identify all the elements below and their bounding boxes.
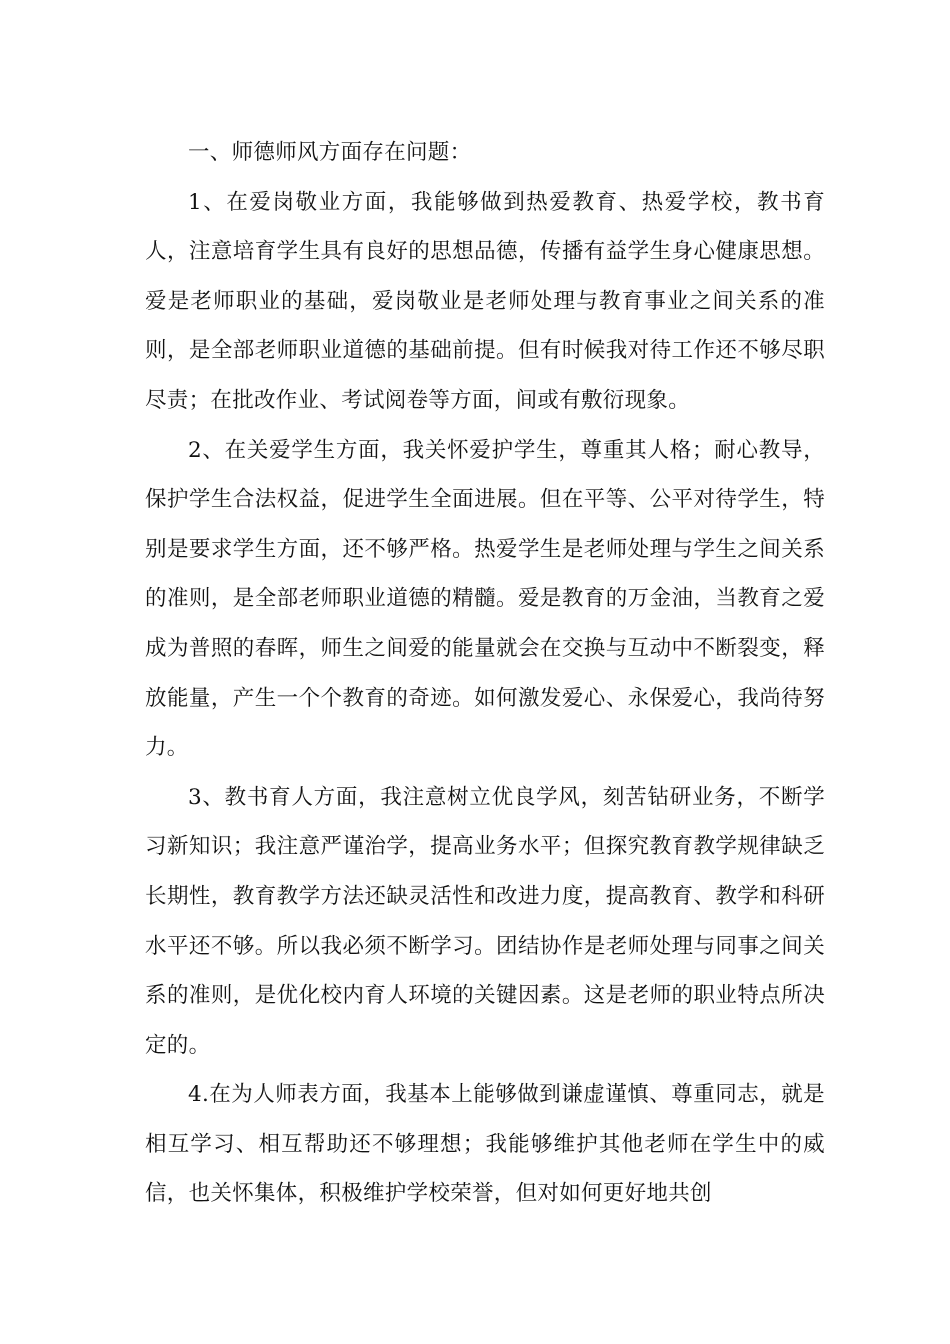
paragraph-3: 3、教书育人方面，我注意树立优良学风，刻苦钻研业务，不断学习新知识；我注意严谨治学，提高业务水平；但探究教育教学规律缺乏长期性，教育教学方法还缺灵活性和改进力度，提高教育、教学和科研水平还不够。所以我必须不断学习。团结协作是老师处理与同事之间关系的准则，是优化校内育人环境的关键因素。这是老师的职业特点所决定的。 (145, 784, 825, 1058)
paragraph-4: 4.在为人师表方面，我基本上能够做到谦虚谨慎、尊重同志，就是相互学习、相互帮助还不够理想；我能够维护其他老师在学生中的威信，也关怀集体，积极维护学校荣誉，但对如何更好地共创 (145, 1082, 825, 1207)
document-body (145, 128, 825, 1219)
section-heading: 一、师德师风方面存在问题： (188, 140, 472, 165)
paragraph-1: 1、在爱岗敬业方面，我能够做到热爱教育、热爱学校，教书育人，注意培育学生具有良好的思想品德，传播有益学生身心健康思想。爱是老师职业的基础，爱岗敬业是老师处理与教育事业之间关系的准则，是全部老师职业道德的基础前提。但有时候我对待工作还不够尽职尽责；在批改作业、考试阅卷等方面，间或有敷衍现象。 (145, 189, 825, 413)
paragraph-2: 2、在关爱学生方面，我关怀爱护学生，尊重其人格；耐心教导，保护学生合法权益，促进学生全面进展。但在平等、公平对待学生，特别是要求学生方面，还不够严格。热爱学生是老师处理与学生之间关系的准则，是全部老师职业道德的精髓。爱是教育的万金油，当教育之爱成为普照的春晖，师生之间爱的能量就会在交换与互动中不断裂变，释放能量，产生一个个教育的奇迹。如何激发爱心、永保爱心，我尚待努力。 (145, 437, 825, 761)
